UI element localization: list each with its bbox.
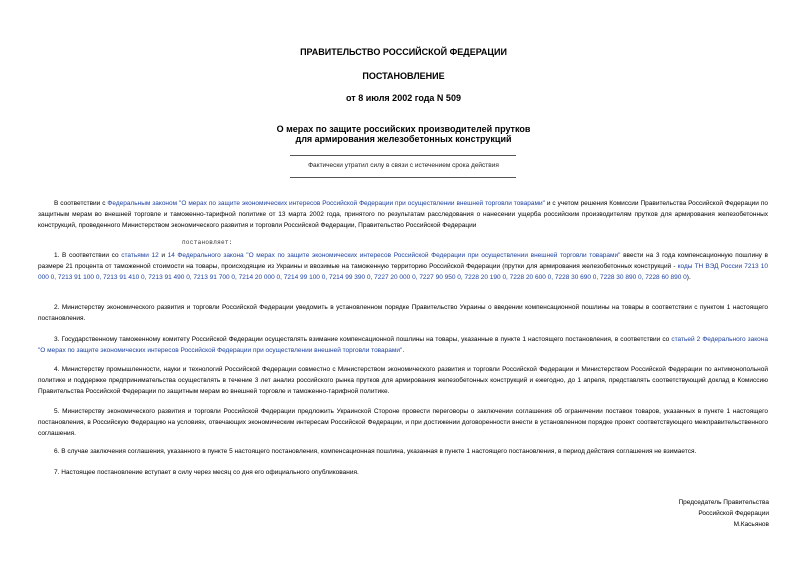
tn-ved-codes-link[interactable]: коды ТН ВЭД России 7213 10 000 0, 7213 91 100 0, 7213 91 410 0, 7213 91 490 0, 7213 91 700 0, 7214 20 000 0, 7214 99 100 0, 7214 99 390 0, 7227 20 000 0, 7227 90 950 0, 7228 20 190 0, 7228 20 600 0, 7228 30 690 0, 7228 30 890 0, 7228 60 890 0	[38, 263, 769, 281]
paragraph-1: 1. В соответствии со статьями 12 и 14 Федерального закона "О мерах по защите экономических интересов Российской Федерации при осуществлении внешней торговли товарами" ввести на 3 года компенсационную пошлину в размере 21 процента от таможенной стоимости на товары, происходящие из Украины и ввозимые на таможенную территорию Российской Федерации (прутки для армирования железобетонных конструкций - коды ТН ВЭД России 7213 10 000 0, 7213 91 100 0, 7213 91 410 0, 7213 91 490 0, 7213 91 700 0, 7214 20 000 0, 7214 99 100 0, 7214 99 390 0, 7227 20 000 0, 7227 90 950 0, 7228 20 190 0, 7228 20 600 0, 7228 30 690 0, 7228 30 890 0, 7228 60 890 0).	[38, 252, 769, 281]
doc-title-line2: для армирования железобетонных конструкций	[295, 134, 512, 144]
article-14-law-link[interactable]: 14 Федерального закона "О мерах по защите экономических интересов Российской Федерации при осуществлении внешней торговли товарами"	[167, 252, 621, 259]
article-2-law-link[interactable]: статьей 2 Федерального закона "О мерах по защите экономических интересов Российской Федерации при осуществлении внешней торговли товарами"	[38, 336, 769, 354]
status-note: Фактически утратил силу в связи с истечением срока действия	[308, 162, 499, 169]
federal-law-link[interactable]: Федеральным законом "О мерах по защите экономических интересов Российской Федерации при осуществлении внешней торговли товарами"	[107, 200, 545, 207]
doc-title-line1: О мерах по защите российских производителей прутков	[276, 124, 531, 134]
paragraph-6: 6. В случае заключения соглашения, указанного в пункте 5 настоящего постановления, компенсационная пошлина, указанная в пункте 1 настоящего постановления, в период действия соглашения не взимается.	[54, 448, 697, 455]
decree-word: постановляет:	[182, 239, 233, 246]
divider-bottom	[290, 177, 516, 178]
preamble-paragraph: В соответствии с Федеральным законом "О мерах по защите экономических интересов Российской Федерации при осуществлении внешней торговли товарами" и с учетом решения Комиссии Правительства Российской Федерации по защитным мерам во внешней торговле и таможенно-тарифной политике от 13 марта 2002 года, принятого по результатам расследования о нанесении ущерба российским производителям прутков для армирования железобетонных конструкций, проведенного Министерством экономического развития и торговли Российской Федерации, Правительство Российской Федерации	[38, 200, 769, 229]
paragraph-4: 4. Министерству промышленности, науки и технологий Российской Федерации совместно с Министерством экономического развития и торговли Российской Федерации и Министерством Российской Федерации по антимонопольной политике и поддержке предпринимательства осуществлять в течение 3 лет анализ российского рынка прутков для армирования железобетонных конструкций и ежегодно, до 1 апреля, представлять соответствующий доклад в Комиссию Правительства Российской Федерации по защитным мерам во внешней торговле и таможенно-тарифной политике.	[38, 366, 768, 395]
date-number-heading: от 8 июля 2002 года N 509	[346, 93, 461, 103]
paragraph-5: 5. Министерству экономического развития и торговли Российской Федерации предложить Украинской Стороне провести переговоры о заключении соглашения об ограничении поставок товаров, указанных в пункте 1 настоящего постановления, в Российскую Федерацию на условиях, отвечающих экономическим интересам Российской Федерации, и при достижении договоренности внести в установленном порядке проект соответствующего межправительственного соглашения.	[38, 408, 768, 437]
paragraph-3: 3. Государственному таможенному комитету Российской Федерации осуществлять взимание компенсационной пошлины на товары, указанные в пункте 1 настоящего постановления, в соответствии со статьей 2 Федерального закона "О мерах по защите экономических интересов Российской Федерации при осуществлении внешней торговли товарами".	[38, 336, 769, 354]
divider-top	[290, 155, 516, 156]
signature-block	[569, 497, 769, 530]
paragraph-7: 7. Настоящее постановление вступает в силу через месяц со дня его официального опубликования.	[54, 469, 359, 476]
government-heading: ПРАВИТЕЛЬСТВО РОССИЙСКОЙ ФЕДЕРАЦИИ	[300, 47, 507, 57]
paragraph-2: 2. Министерству экономического развития и торговли Российской Федерации уведомить в установленном порядке Правительство Украины о введении компенсационной пошлины на товары в соответствии с пунктом 1 настоящего постановления.	[38, 304, 768, 322]
signature-name: М.Касьянов	[733, 521, 769, 528]
articles-12-link[interactable]: статьями 12	[121, 252, 159, 259]
signature-title: Председатель Правительства	[678, 499, 769, 506]
doc-type-heading: ПОСТАНОВЛЕНИЕ	[362, 71, 445, 81]
signature-org: Российской Федерации	[698, 510, 769, 517]
